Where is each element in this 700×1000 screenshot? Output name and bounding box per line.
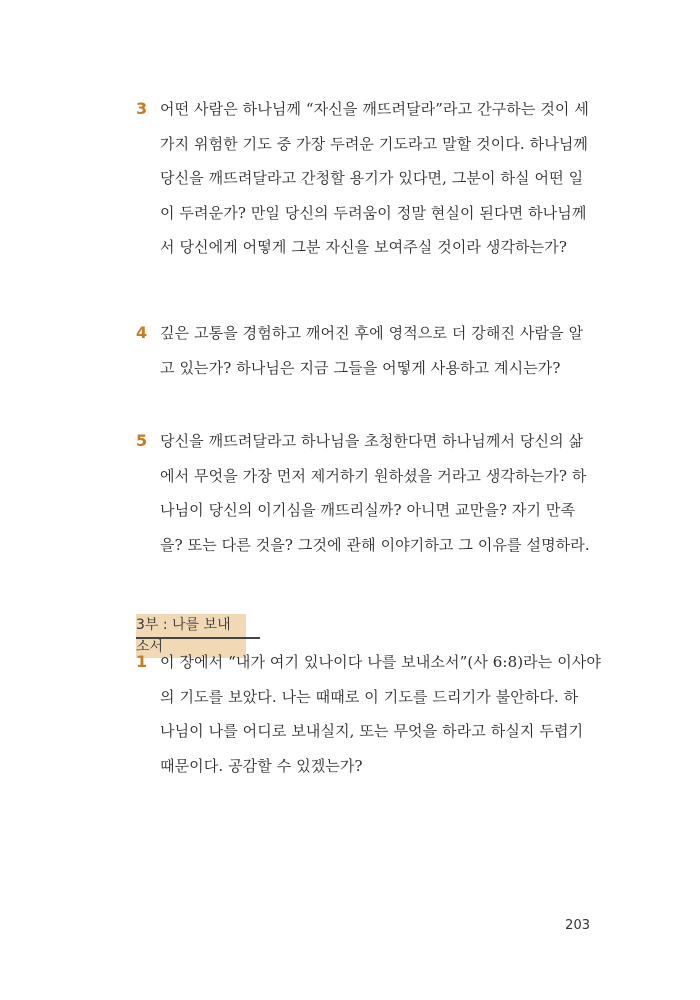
question-number: 4 (136, 323, 148, 342)
question-line: 서 당신에게 어떻게 그분 자신을 보여주실 것이라 생각하는가? (160, 238, 567, 257)
question-line: 이 두려운가? 만일 당신의 두려움이 정말 현실이 된다면 하나님께 (160, 203, 587, 222)
section-question-1 (136, 645, 601, 783)
question-number: 3 (136, 99, 148, 118)
question-3 (136, 92, 596, 265)
question-line: 나님이 당신의 이기심을 깨뜨리실까? 아니면 교만을? 자기 만족 (160, 501, 576, 520)
question-line: 가지 위험한 기도 중 가장 두려운 기도라고 말할 것이다. 하나님께 (160, 134, 589, 153)
question-5 (136, 424, 596, 562)
section-heading-label: 3부 : 나를 보내소서 (136, 614, 246, 658)
question-line: 에서 무엇을 가장 먼저 제거하기 원하셨을 거라고 생각하는가? 하 (160, 466, 587, 485)
question-number: 1 (136, 652, 148, 671)
question-line: 을? 또는 다른 것을? 그것에 관해 이야기하고 그 이유를 설명하라. (160, 535, 590, 554)
question-line: 당신을 깨뜨려달라고 간청할 용기가 있다면, 그분이 하실 어떤 일 (160, 169, 584, 188)
question-line: 의 기도를 보았다. 나는 때때로 이 기도를 드리기가 불안하다. 하 (160, 687, 579, 706)
question-line: 당신을 깨뜨려달라고 하나님을 초청한다면 하나님께서 당신의 삶 (160, 432, 584, 450)
question-line: 고 있는가? 하나님은 지금 그들을 어떻게 사용하고 계시는가? (160, 358, 561, 377)
question-line: 나님이 나를 어디로 보내실지, 또는 무엇을 하라고 하실지 두렵기 (160, 722, 584, 741)
question-4 (136, 316, 596, 385)
question-line: 이 장에서 “내가 여기 있나이다 나를 보내소서”(사 6:8)라는 이사야 (160, 653, 601, 671)
question-number: 5 (136, 431, 148, 450)
page-number: 203 (565, 918, 590, 933)
question-line: 깊은 고통을 경험하고 깨어진 후에 영적으로 더 강해진 사람을 알 (160, 324, 584, 342)
question-line: 때문이다. 공감할 수 있겠는가? (160, 756, 363, 775)
question-line: 어떤 사람은 하나님께 “자신을 깨뜨려달라”라고 간구하는 것이 세 (160, 100, 589, 118)
section-divider (136, 637, 260, 639)
